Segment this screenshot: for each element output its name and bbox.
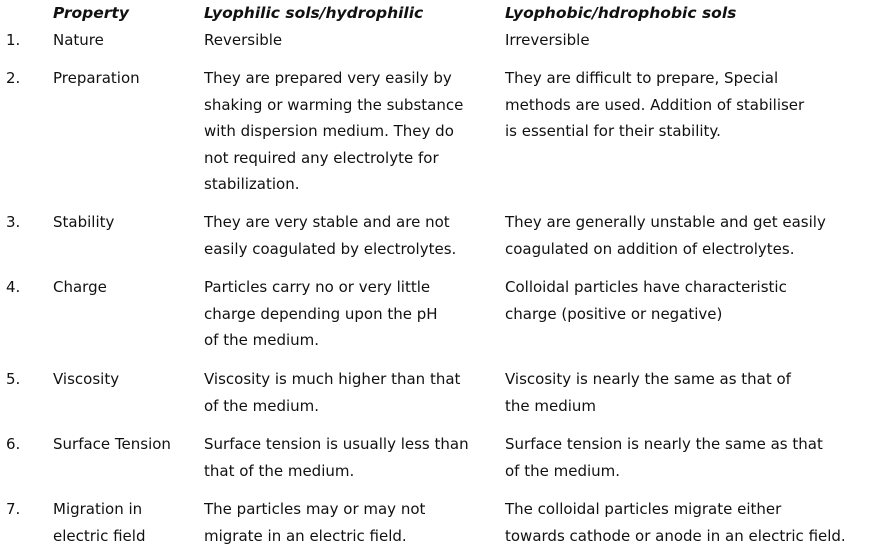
cell-lyophilic bbox=[204, 366, 460, 419]
row-number: 4. bbox=[6, 278, 21, 296]
cell-lyophilic bbox=[204, 65, 463, 198]
cell-line: Preparation bbox=[53, 69, 140, 87]
cell-line: Viscosity is much higher than that bbox=[204, 370, 461, 388]
cell-property bbox=[53, 65, 140, 92]
cell-line: with dispersion medium. They do bbox=[204, 122, 454, 140]
cell-lyophobic bbox=[505, 274, 787, 327]
cell-line: shaking or warming the substance bbox=[204, 95, 464, 114]
cell-line: charge (positive or negative) bbox=[505, 304, 723, 323]
cell-lyophobic bbox=[505, 496, 846, 549]
cell-line: They are generally unstable and get easily bbox=[505, 213, 826, 231]
cell-line: The colloidal particles migrate either bbox=[505, 500, 782, 518]
cell-line: Migration in bbox=[53, 500, 143, 518]
cell-lyophobic bbox=[505, 27, 590, 54]
cell-line: methods are used. Addition of stabiliser bbox=[505, 95, 805, 114]
row-number: 5. bbox=[6, 370, 21, 388]
cell-property bbox=[53, 431, 171, 458]
cell-line: They are very stable and are not bbox=[204, 213, 450, 231]
row-number: 1. bbox=[6, 31, 21, 49]
cell-line: Reversible bbox=[204, 31, 283, 49]
cell-lyophilic bbox=[204, 209, 456, 262]
header-lyophilic: Lyophilic sols/hydrophilic bbox=[204, 4, 424, 22]
cell-line: of the medium. bbox=[505, 461, 621, 480]
cell-lyophobic bbox=[505, 209, 826, 262]
cell-property bbox=[53, 366, 119, 393]
cell-lyophilic bbox=[204, 27, 282, 54]
cell-property bbox=[53, 274, 107, 301]
cell-line: that of the medium. bbox=[204, 461, 355, 480]
cell-lyophilic bbox=[204, 431, 469, 484]
cell-lyophilic bbox=[204, 496, 425, 549]
cell-line: the medium bbox=[505, 396, 597, 415]
row-number: 3. bbox=[6, 213, 21, 231]
cell-line: towards cathode or anode in an electric field. bbox=[505, 526, 846, 545]
header-lyophobic: Lyophobic/hdrophobic sols bbox=[505, 4, 737, 22]
cell-line: is essential for their stability. bbox=[505, 122, 721, 140]
row-number: 6. bbox=[6, 435, 21, 453]
cell-line: They are prepared very easily by bbox=[204, 69, 452, 87]
cell-line: Irreversible bbox=[505, 31, 590, 49]
cell-property bbox=[53, 496, 145, 549]
cell-line: charge depending upon the pH bbox=[204, 304, 438, 323]
cell-line: Surface tension is nearly the same as that bbox=[505, 435, 823, 453]
cell-line: not required any electrolyte for bbox=[204, 148, 439, 167]
cell-property bbox=[53, 209, 114, 236]
cell-line: of the medium. bbox=[204, 331, 320, 349]
cell-line: Particles carry no or very little bbox=[204, 278, 431, 296]
cell-line: Charge bbox=[53, 278, 107, 296]
cell-line: Viscosity bbox=[53, 370, 120, 388]
row-number: 7. bbox=[6, 500, 21, 518]
cell-line: Viscosity is nearly the same as that of bbox=[505, 370, 791, 388]
cell-line: Surface tension is usually less than bbox=[204, 435, 469, 453]
cell-line: Surface Tension bbox=[53, 435, 171, 453]
cell-line: coagulated on addition of electrolytes. bbox=[505, 239, 795, 258]
cell-line: migrate in an electric field. bbox=[204, 526, 407, 545]
cell-line: Colloidal particles have characteristic bbox=[505, 278, 787, 296]
cell-lyophobic bbox=[505, 431, 823, 484]
cell-property bbox=[53, 27, 104, 54]
cell-line: of the medium. bbox=[204, 396, 320, 415]
cell-line: Stability bbox=[53, 213, 115, 231]
cell-line: stabilization. bbox=[204, 175, 300, 193]
cell-line: Nature bbox=[53, 31, 104, 49]
cell-line: They are difficult to prepare, Special bbox=[505, 69, 779, 87]
cell-lyophilic bbox=[204, 274, 438, 354]
cell-line: electric field bbox=[53, 526, 146, 545]
cell-line: The particles may or may not bbox=[204, 500, 426, 518]
cell-line: easily coagulated by electrolytes. bbox=[204, 239, 457, 258]
cell-lyophobic bbox=[505, 65, 804, 145]
cell-lyophobic bbox=[505, 366, 791, 419]
header-property: Property bbox=[53, 4, 129, 22]
row-number: 2. bbox=[6, 69, 21, 87]
